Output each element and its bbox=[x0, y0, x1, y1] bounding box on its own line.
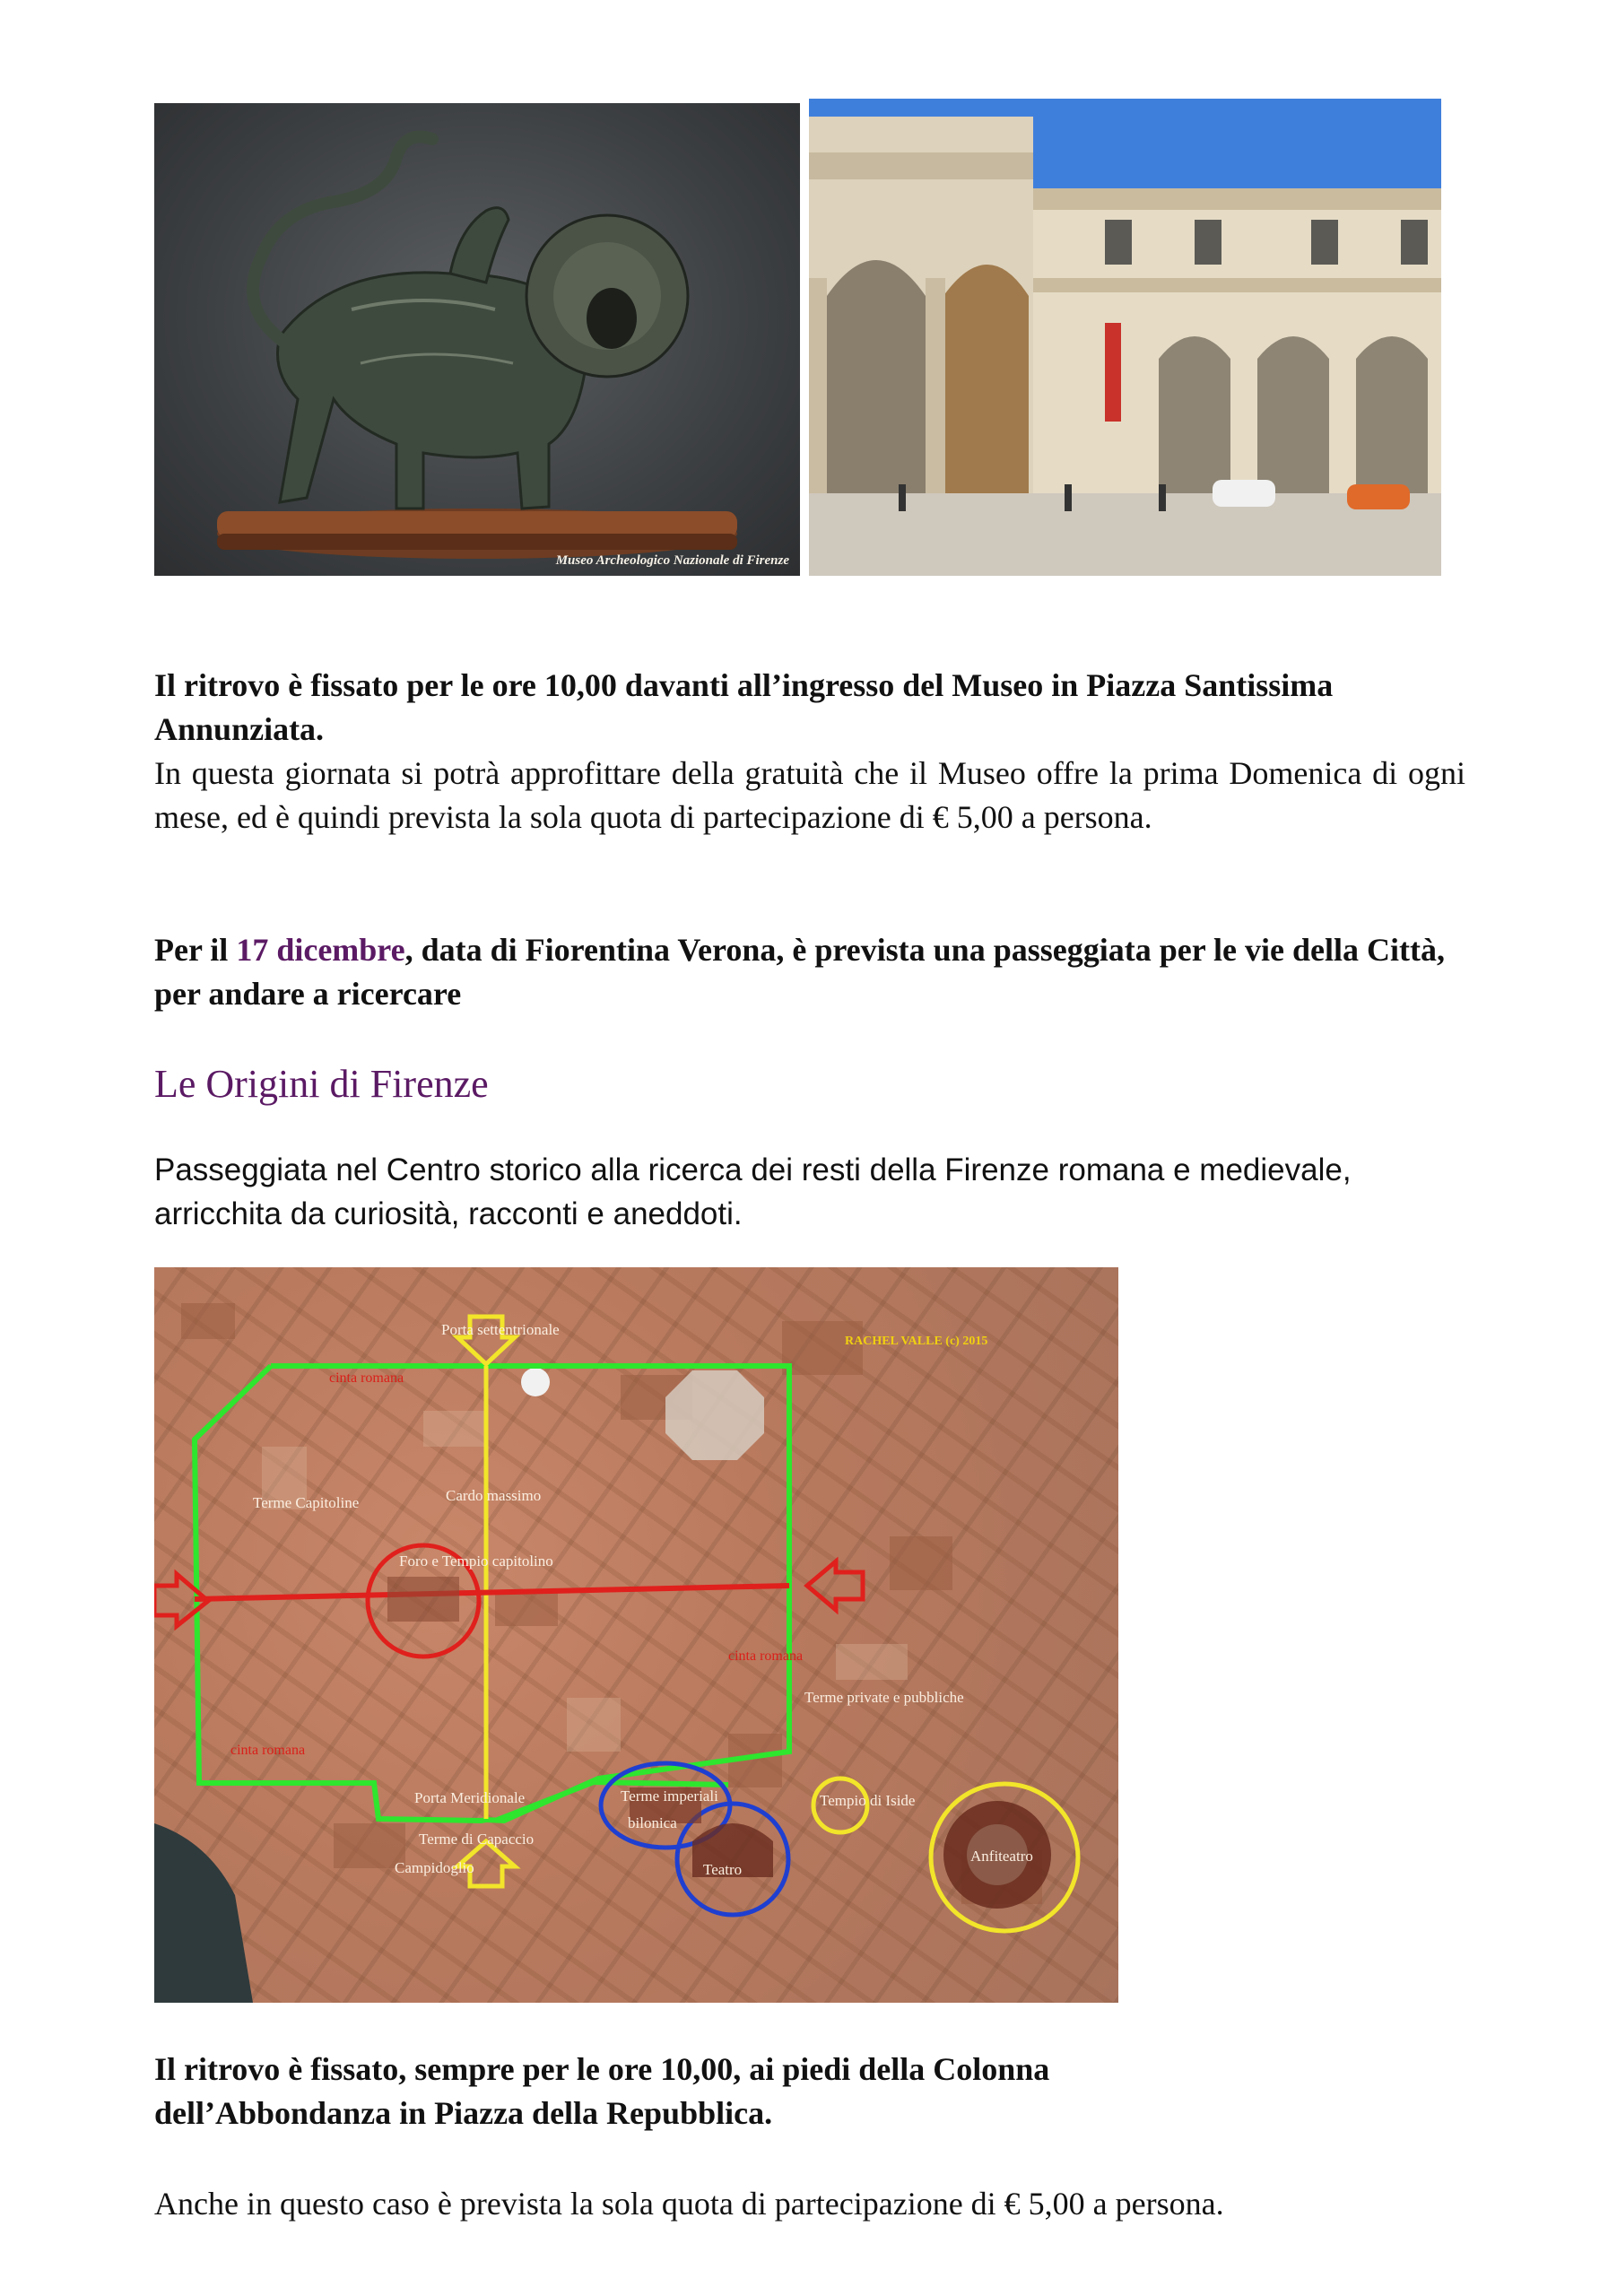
map-label-foro-tempio: Foro e Tempio capitolino bbox=[399, 1552, 553, 1570]
map-label-anfiteatro: Anfiteatro bbox=[970, 1848, 1033, 1865]
december-prefix: Per il bbox=[154, 932, 237, 968]
roman-florence-map bbox=[154, 1267, 1118, 2003]
map-label-cinta-romana-3: cinta romana bbox=[230, 1743, 306, 1758]
meeting-point-1: Il ritrovo è fissato per le ore 10,00 davanti all’ingresso del Museo in Piazza Santissima Annunziata. bbox=[154, 667, 1334, 747]
map-label-bilonica: bilonica bbox=[628, 1814, 677, 1831]
december-suffix: , data di Fiorentina Verona, è prevista una passeggiata per le vie della Città, per andare a ricercare bbox=[154, 932, 1445, 1012]
map-label-campidoglio: Campidoglio bbox=[395, 1859, 474, 1876]
meeting-2-details: Anche in questo caso è prevista la sola quota di partecipazione di € 5,00 a persona. bbox=[154, 2186, 1224, 2222]
december-date: 17 dicembre bbox=[236, 932, 405, 968]
map-label-cinta-romana-2: cinta romana bbox=[728, 1648, 804, 1664]
map-label-cinta-romana: cinta romana bbox=[329, 1370, 404, 1386]
map-label-terme-capaccio: Terme di Capaccio bbox=[419, 1831, 535, 1848]
chimera-caption: Museo Archeologico Nazionale di Firenze bbox=[555, 553, 789, 568]
walk-description: Passeggiata nel Centro storico alla ricerca dei resti della Firenze romana e medievale, arricchita da curiosità, racconti e aneddoti. bbox=[154, 1152, 1352, 1231]
map-label-terme-imperiali: Terme imperiali bbox=[621, 1787, 718, 1805]
map-label-porta-settentrionale: Porta settentrionale bbox=[441, 1321, 560, 1338]
map-label-terme-private: Terme private e pubbliche bbox=[804, 1689, 964, 1706]
section-heading: Le Origini di Firenze bbox=[154, 1062, 489, 1106]
chimera-illustration bbox=[154, 103, 800, 576]
building-illustration bbox=[809, 99, 1441, 576]
map-credit: RACHEL VALLE (c) 2015 bbox=[845, 1335, 988, 1348]
meeting-1-details: In questa giornata si potrà approfittare della gratuità che il Museo offre la prima Domenica di ogni mese, ed è quindi prevista la sola quota di partecipazione di € 5,00 a persona. bbox=[154, 755, 1465, 835]
map-label-teatro: Teatro bbox=[703, 1861, 743, 1878]
meeting-point-2: Il ritrovo è fissato, sempre per le ore 10,00, ai piedi della Colonna dell’Abbondanza in Piazza della Repubblica. bbox=[154, 2051, 1050, 2131]
map-overlay bbox=[154, 1267, 1118, 2003]
map-label-tempio-iside: Tempio di Iside bbox=[820, 1792, 916, 1809]
museum-building-photo bbox=[809, 99, 1441, 576]
map-label-porta-meridionale: Porta Meridionale bbox=[414, 1789, 526, 1806]
map-label-terme-capitoline: Terme Capitoline bbox=[253, 1494, 360, 1511]
december-paragraph bbox=[154, 928, 1465, 1016]
map-label-cardo-massimo: Cardo massimo bbox=[446, 1487, 542, 1504]
chimera-photo bbox=[154, 103, 800, 576]
